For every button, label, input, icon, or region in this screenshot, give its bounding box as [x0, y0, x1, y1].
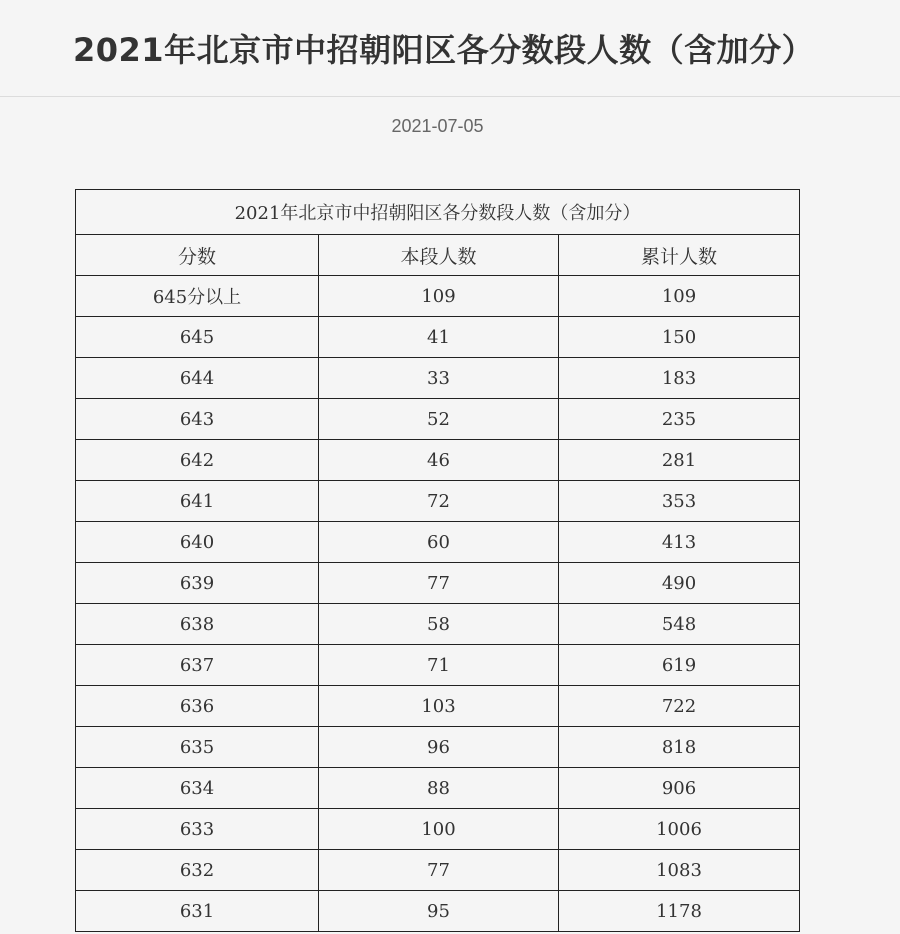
- cell-score: 631: [76, 891, 319, 932]
- cell-cumulative-count: 235: [559, 399, 800, 440]
- table-row: [76, 563, 800, 604]
- cell-cumulative-count: 906: [559, 768, 800, 809]
- cell-score: 643: [76, 399, 319, 440]
- cell-segment-count: 103: [319, 686, 559, 727]
- cell-score: 637: [76, 645, 319, 686]
- cell-score: 640: [76, 522, 319, 563]
- article-date: 2021-07-05: [391, 116, 484, 136]
- table-caption: 2021年北京市中招朝阳区各分数段人数（含加分）: [76, 190, 800, 235]
- cell-segment-count: 72: [319, 481, 559, 522]
- table-row: [76, 317, 800, 358]
- cell-cumulative-count: 1083: [559, 850, 800, 891]
- table-row: [76, 522, 800, 563]
- cell-score: 633: [76, 809, 319, 850]
- table-row: [76, 850, 800, 891]
- cell-segment-count: 77: [319, 850, 559, 891]
- cell-cumulative-count: 1006: [559, 809, 800, 850]
- cell-segment-count: 46: [319, 440, 559, 481]
- cell-score: 636: [76, 686, 319, 727]
- cell-score: 645分以上: [76, 276, 319, 317]
- cell-segment-count: 109: [319, 276, 559, 317]
- cell-cumulative-count: 413: [559, 522, 800, 563]
- cell-segment-count: 88: [319, 768, 559, 809]
- cell-segment-count: 95: [319, 891, 559, 932]
- table-row: [76, 809, 800, 850]
- cell-segment-count: 77: [319, 563, 559, 604]
- score-table: [75, 189, 800, 932]
- column-header-score: 分数: [76, 235, 319, 276]
- cell-score: 645: [76, 317, 319, 358]
- cell-segment-count: 52: [319, 399, 559, 440]
- cell-segment-count: 41: [319, 317, 559, 358]
- cell-segment-count: 100: [319, 809, 559, 850]
- table-row: [76, 440, 800, 481]
- cell-cumulative-count: 109: [559, 276, 800, 317]
- cell-segment-count: 71: [319, 645, 559, 686]
- table-caption-row: [76, 190, 800, 235]
- cell-score: 634: [76, 768, 319, 809]
- column-header-segment-count: 本段人数: [319, 235, 559, 276]
- cell-cumulative-count: 183: [559, 358, 800, 399]
- cell-score: 641: [76, 481, 319, 522]
- table-row: [76, 891, 800, 932]
- table-row: [76, 645, 800, 686]
- table-row: [76, 358, 800, 399]
- cell-cumulative-count: 619: [559, 645, 800, 686]
- table-row: [76, 399, 800, 440]
- table-row: [76, 276, 800, 317]
- cell-score: 635: [76, 727, 319, 768]
- cell-score: 632: [76, 850, 319, 891]
- cell-segment-count: 58: [319, 604, 559, 645]
- cell-score: 639: [76, 563, 319, 604]
- cell-cumulative-count: 548: [559, 604, 800, 645]
- page-header: [0, 0, 900, 97]
- cell-segment-count: 96: [319, 727, 559, 768]
- cell-cumulative-count: 490: [559, 563, 800, 604]
- table-row: [76, 768, 800, 809]
- cell-cumulative-count: 722: [559, 686, 800, 727]
- cell-score: 642: [76, 440, 319, 481]
- cell-cumulative-count: 281: [559, 440, 800, 481]
- cell-score: 644: [76, 358, 319, 399]
- cell-score: 638: [76, 604, 319, 645]
- table-row: [76, 604, 800, 645]
- cell-cumulative-count: 1178: [559, 891, 800, 932]
- cell-cumulative-count: 818: [559, 727, 800, 768]
- cell-segment-count: 60: [319, 522, 559, 563]
- table-row: [76, 686, 800, 727]
- table-header-row: [76, 235, 800, 276]
- table-row: [76, 727, 800, 768]
- column-header-cumulative-count: 累计人数: [559, 235, 800, 276]
- cell-segment-count: 33: [319, 358, 559, 399]
- table-row: [76, 481, 800, 522]
- cell-cumulative-count: 353: [559, 481, 800, 522]
- cell-cumulative-count: 150: [559, 317, 800, 358]
- page-title: 2021年北京市中招朝阳区各分数段人数（含加分）: [73, 31, 815, 69]
